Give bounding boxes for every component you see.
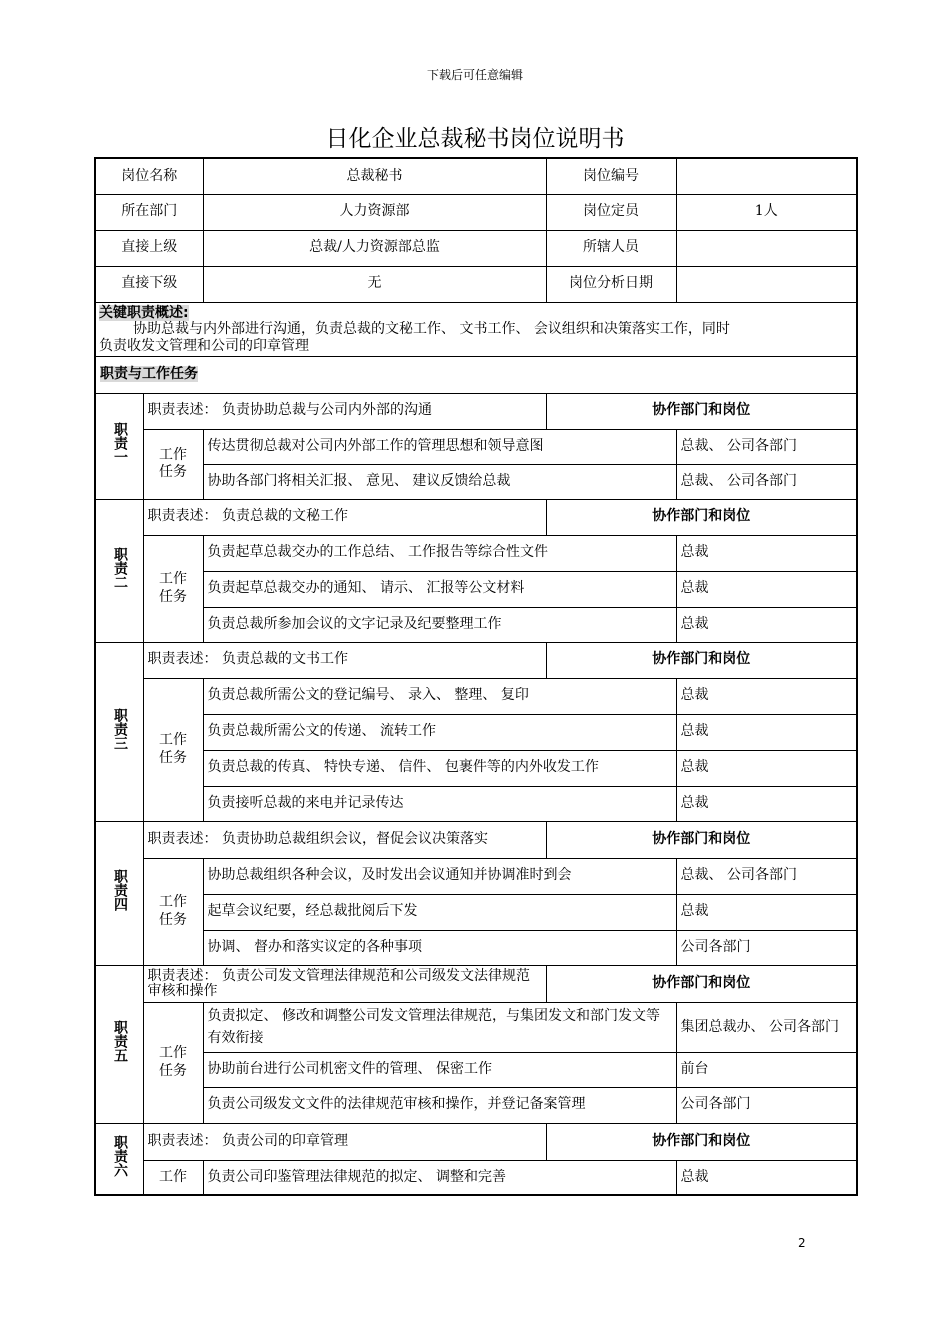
duty-statement: 职责表述： 负责总裁的文秘工作 [143, 499, 546, 535]
info-key: 直接上级 [95, 230, 203, 266]
duty-label-text: 职责二 [112, 546, 128, 589]
task-row [95, 930, 857, 965]
task-text: 负责公司级发文文件的法律规范审核和操作，并登记备案管理 [203, 1087, 676, 1123]
duties-heading: 职责与工作任务 [100, 365, 198, 382]
info-value: 人力资源部 [203, 194, 546, 230]
task-row [95, 750, 857, 786]
task-label-text: 工作任务 [159, 732, 187, 766]
task-row [95, 1087, 857, 1123]
info-row [95, 158, 857, 194]
info-value: 总裁/人力资源部总监 [203, 230, 546, 266]
summary-line-2: 负责收发文管理和公司的印章管理 [99, 338, 309, 355]
task-row [95, 714, 857, 750]
summary-row [95, 302, 857, 356]
task-text: 负责公司印鉴管理法律规范的拟定、 调整和完善 [203, 1160, 676, 1195]
collab-header: 协作部门和岗位 [546, 642, 857, 678]
task-label: 工作 [143, 1160, 203, 1195]
info-key: 岗位编号 [546, 158, 676, 194]
summary-heading: 关键职责概述: [99, 304, 189, 321]
task-label-text: 工作任务 [159, 571, 187, 605]
task-row [95, 858, 857, 894]
collab-header: 协作部门和岗位 [546, 393, 857, 429]
job-description-table [94, 157, 858, 1196]
task-row [95, 429, 857, 464]
task-text: 负责总裁的传真、 特快专递、 信件、 包裹件等的内外收发工作 [203, 750, 676, 786]
task-row [95, 786, 857, 821]
duty-label [95, 642, 143, 821]
task-text: 负责拟定、 修改和调整公司发文管理法律规范，与集团发文和部门发文等有效衔接 [203, 1002, 676, 1052]
task-row [95, 1160, 857, 1195]
info-value: 总裁秘书 [203, 158, 546, 194]
duty-statement: 职责表述： 负责协助总裁组织会议，督促会议决策落实 [143, 821, 546, 858]
task-text: 协调、 督办和落实议定的各种事项 [203, 930, 676, 965]
task-collab: 总裁、 公司各部门 [676, 464, 857, 499]
duty-label-text: 职责六 [112, 1135, 128, 1177]
info-key: 岗位名称 [95, 158, 203, 194]
task-collab: 总裁、 公司各部门 [676, 858, 857, 894]
info-key: 所辖人员 [546, 230, 676, 266]
duty-statement-row [95, 821, 857, 858]
duty-statement-row [95, 1123, 857, 1160]
summary-line-1: 协助总裁与内外部进行沟通，负责总裁的文秘工作、 文书工作、 会议组织和决策落实工作，同时 [133, 321, 730, 338]
duty-label-text: 职责四 [112, 869, 128, 912]
info-key: 直接下级 [95, 266, 203, 302]
task-collab: 总裁 [676, 750, 857, 786]
task-row [95, 464, 857, 499]
task-label-text: 工作任务 [159, 446, 187, 480]
duty-label [95, 821, 143, 965]
collab-header: 协作部门和岗位 [546, 1123, 857, 1160]
info-value [676, 230, 857, 266]
task-text: 负责起草总裁交办的工作总结、 工作报告等综合性文件 [203, 535, 676, 571]
info-value: 1人 [676, 194, 857, 230]
task-label [143, 1002, 203, 1123]
task-label [143, 858, 203, 965]
duty-statement: 职责表述： 负责公司发文管理法律规范和公司级发文法律规范审核和操作 [143, 965, 546, 1002]
duty-statement: 职责表述： 负责总裁的文书工作 [143, 642, 546, 678]
duty-statement-row [95, 965, 857, 1002]
info-value [676, 266, 857, 302]
page-number: 2 [798, 1236, 806, 1250]
task-text: 协助总裁组织各种会议，及时发出会议通知并协调准时到会 [203, 858, 676, 894]
task-collab: 前台 [676, 1052, 857, 1087]
task-collab: 总裁 [676, 535, 857, 571]
duty-label [95, 499, 143, 642]
duty-label [95, 1123, 143, 1195]
task-collab: 总裁 [676, 571, 857, 607]
task-row [95, 894, 857, 930]
info-value: 无 [203, 266, 546, 302]
task-collab: 公司各部门 [676, 930, 857, 965]
task-text: 协助各部门将相关汇报、 意见、 建议反馈给总裁 [203, 464, 676, 499]
task-text: 传达贯彻总裁对公司内外部工作的管理思想和领导意图 [203, 429, 676, 464]
document-title: 日化企业总裁秘书岗位说明书 [325, 126, 625, 152]
task-collab: 总裁、 公司各部门 [676, 429, 857, 464]
duty-label-text: 职责三 [112, 707, 128, 750]
task-collab: 总裁 [676, 1160, 857, 1195]
task-row [95, 1002, 857, 1052]
task-collab: 总裁 [676, 714, 857, 750]
info-row [95, 230, 857, 266]
task-row [95, 607, 857, 642]
info-row [95, 194, 857, 230]
task-text: 起草会议纪要，经总裁批阅后下发 [203, 894, 676, 930]
info-value [676, 158, 857, 194]
task-collab: 总裁 [676, 786, 857, 821]
task-text: 负责接听总裁的来电并记录传达 [203, 786, 676, 821]
task-row [95, 1052, 857, 1087]
duties-heading-row [95, 356, 857, 393]
duty-label [95, 393, 143, 499]
duty-statement-row [95, 642, 857, 678]
task-text: 负责总裁所需公文的传递、 流转工作 [203, 714, 676, 750]
task-collab: 集团总裁办、 公司各部门 [676, 1002, 857, 1052]
task-label [143, 678, 203, 821]
collab-header: 协作部门和岗位 [546, 965, 857, 1002]
duty-statement-row [95, 393, 857, 429]
duty-statement-row [95, 499, 857, 535]
header-note: 下载后可任意编辑 [426, 68, 523, 82]
info-row [95, 266, 857, 302]
task-label-text: 工作任务 [159, 1045, 187, 1079]
task-label [143, 535, 203, 642]
task-row [95, 678, 857, 714]
duty-label-text: 职责一 [112, 422, 128, 465]
task-collab: 总裁 [676, 894, 857, 930]
info-key: 所在部门 [95, 194, 203, 230]
task-row [95, 535, 857, 571]
collab-header: 协作部门和岗位 [546, 499, 857, 535]
duty-statement: 职责表述： 负责公司的印章管理 [143, 1123, 546, 1160]
task-collab: 总裁 [676, 607, 857, 642]
task-label-text: 工作任务 [159, 894, 187, 928]
task-text: 负责起草总裁交办的通知、 请示、 汇报等公文材料 [203, 571, 676, 607]
task-label [143, 429, 203, 499]
collab-header: 协作部门和岗位 [546, 821, 857, 858]
duty-label [95, 965, 143, 1123]
duty-label-text: 职责五 [112, 1020, 128, 1063]
task-row [95, 571, 857, 607]
task-text: 协助前台进行公司机密文件的管理、 保密工作 [203, 1052, 676, 1087]
task-collab: 公司各部门 [676, 1087, 857, 1123]
info-key: 岗位分析日期 [546, 266, 676, 302]
info-key: 岗位定员 [546, 194, 676, 230]
task-collab: 总裁 [676, 678, 857, 714]
task-text: 负责总裁所需公文的登记编号、 录入、 整理、 复印 [203, 678, 676, 714]
duty-statement: 职责表述： 负责协助总裁与公司内外部的沟通 [143, 393, 546, 429]
task-text: 负责总裁所参加会议的文字记录及纪要整理工作 [203, 607, 676, 642]
